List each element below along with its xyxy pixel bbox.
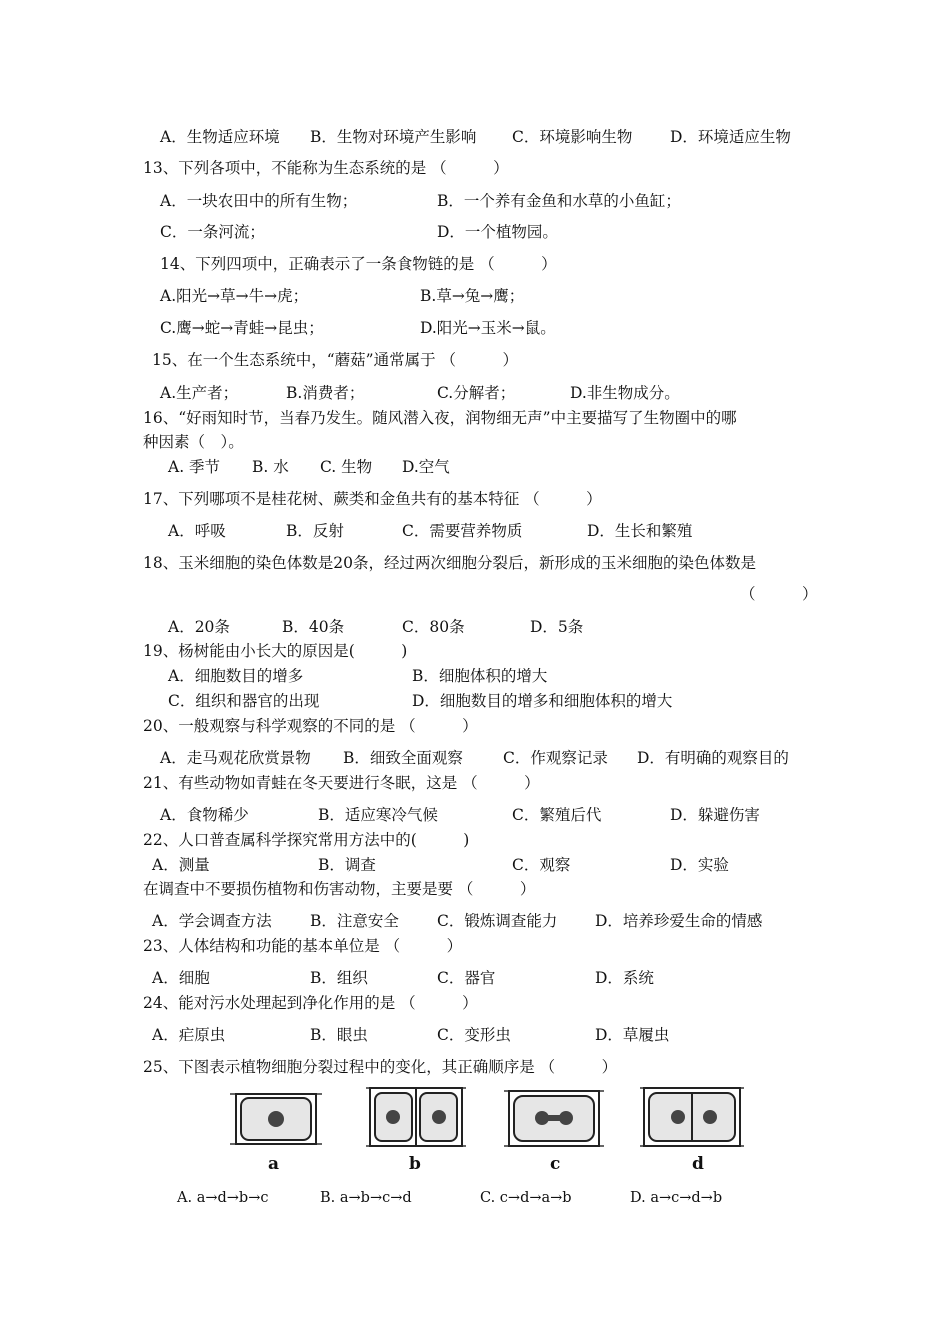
q22b-option-d: D．培养珍爱生命的情感 <box>595 912 763 930</box>
q18-option-a: A．20条 <box>168 618 230 636</box>
q17-option-c: C．需要营养物质 <box>402 522 523 540</box>
q19-option-b: B．细胞体积的增大 <box>412 667 548 685</box>
q13-option-c: C．一条河流； <box>160 223 265 241</box>
cell-caption-b: b <box>409 1154 421 1174</box>
cell-caption-d: d <box>692 1154 704 1174</box>
q18-answer-paren: （ ） <box>740 585 818 603</box>
q20-option-a: A．走马观花欣赏景物 <box>160 749 311 767</box>
q16-option-a: A. 季节 <box>168 458 221 476</box>
q16-option-d: D.空气 <box>402 458 450 476</box>
q15-option-d: D.非生物成分。 <box>570 384 680 402</box>
q21-option-c: C．繁殖后代 <box>512 806 602 824</box>
cell-diagram-c <box>504 1084 604 1154</box>
cell-diagram-d <box>640 1082 744 1154</box>
cell-diagram-a <box>230 1086 322 1152</box>
q21-option-d: D．躲避伤害 <box>670 806 760 824</box>
q23-option-b: B．组织 <box>310 969 368 987</box>
q20-option-d: D．有明确的观察目的 <box>637 749 789 767</box>
q25-option-b: B. a→b→c→d <box>320 1190 412 1206</box>
q12-option-a: A．生物适应环境 <box>160 128 280 146</box>
q23-option-d: D．系统 <box>595 969 654 987</box>
q17-option-d: D．生长和繁殖 <box>587 522 693 540</box>
q15-stem: 15、在一个生态系统中，“蘑菇”通常属于 （ ） <box>152 351 518 369</box>
q18-stem: 18、玉米细胞的染色体数是20条，经过两次细胞分裂后，新形成的玉米细胞的染色体数是 <box>143 554 756 572</box>
q24-option-b: B．眼虫 <box>310 1026 368 1044</box>
q17-stem: 17、下列哪项不是桂花树、蕨类和金鱼共有的基本特征 （ ） <box>143 490 602 508</box>
q24-stem: 24、能对污水处理起到净化作用的是 （ ） <box>143 994 478 1012</box>
q20-option-c: C．作观察记录 <box>503 749 608 767</box>
q14-stem: 14、下列四项中，正确表示了一条食物链的是 （ ） <box>160 255 557 273</box>
q19-stem: 19、杨树能由小长大的原因是( ) <box>143 642 408 660</box>
q14-option-a: A.阳光→草→牛→虎； <box>160 287 309 305</box>
cell-caption-a: a <box>268 1154 280 1174</box>
q22b-stem: 在调查中不要损伤植物和伤害动物，主要是要 （ ） <box>143 880 536 898</box>
q22-option-d: D．实验 <box>670 856 729 874</box>
q24-option-a: A．疟原虫 <box>152 1026 226 1044</box>
q22b-option-c: C．锻炼调查能力 <box>437 912 558 930</box>
q25-option-c: C. c→d→a→b <box>480 1190 572 1206</box>
q16-option-c: C. 生物 <box>320 458 373 476</box>
q25-option-d: D. a→c→d→b <box>630 1190 723 1206</box>
q12-option-d: D．环境适应生物 <box>670 128 791 146</box>
q23-option-a: A．细胞 <box>152 969 210 987</box>
q17-option-b: B．反射 <box>286 522 344 540</box>
q18-option-b: B．40条 <box>282 618 345 636</box>
q12-option-b: B．生物对环境产生影响 <box>310 128 477 146</box>
q22-option-b: B．调查 <box>318 856 376 874</box>
q22-stem: 22、人口普查属科学探究常用方法中的( ) <box>143 831 470 849</box>
q19-option-a: A．细胞数目的增多 <box>168 667 304 685</box>
q21-stem: 21、有些动物如青蛙在冬天要进行冬眠，这是 （ ） <box>143 774 540 792</box>
q15-option-a: A.生产者； <box>160 384 239 402</box>
q19-option-d: D．细胞数目的增多和细胞体积的增大 <box>412 692 673 710</box>
q23-option-c: C．器官 <box>437 969 496 987</box>
cell-caption-c: c <box>550 1154 561 1174</box>
q18-option-d: D．5条 <box>530 618 584 636</box>
q21-option-a: A．食物稀少 <box>160 806 249 824</box>
q20-option-b: B．细致全面观察 <box>343 749 463 767</box>
q24-option-d: D．草履虫 <box>595 1026 670 1044</box>
q16-option-b: B. 水 <box>252 458 289 476</box>
q19-option-c: C．组织和器官的出现 <box>168 692 320 710</box>
q14-option-d: D.阳光→玉米→鼠。 <box>420 319 556 337</box>
q25-option-a: A. a→d→b→c <box>177 1190 269 1206</box>
q24-option-c: C．变形虫 <box>437 1026 511 1044</box>
q15-option-b: B.消费者； <box>286 384 365 402</box>
q22b-option-a: A．学会调查方法 <box>152 912 272 930</box>
q17-option-a: A．呼吸 <box>168 522 226 540</box>
q25-stem: 25、下图表示植物细胞分裂过程中的变化，其正确顺序是 （ ） <box>143 1058 618 1076</box>
q13-option-d: D．一个植物园。 <box>437 223 558 241</box>
q14-option-b: B.草→兔→鹰； <box>420 287 525 305</box>
q22b-option-b: B．注意安全 <box>310 912 399 930</box>
q12-option-c: C．环境影响生物 <box>512 128 633 146</box>
q20-stem: 20、一般观察与科学观察的不同的是 （ ） <box>143 717 478 735</box>
cell-diagram-b <box>366 1082 466 1154</box>
q22-option-a: A．测量 <box>152 856 210 874</box>
q23-stem: 23、人体结构和功能的基本单位是 （ ） <box>143 937 463 955</box>
q13-stem: 13、下列各项中，不能称为生态系统的是 （ ） <box>143 159 509 177</box>
q16-stem-line1: 16、“好雨知时节，当春乃发生。随风潜入夜，润物细无声”中主要描写了生物圈中的哪 <box>143 409 737 427</box>
q21-option-b: B．适应寒冷气候 <box>318 806 438 824</box>
q13-option-a: A．一块农田中的所有生物； <box>160 192 358 210</box>
q15-option-c: C.分解者； <box>437 384 516 402</box>
q18-option-c: C．80条 <box>402 618 465 636</box>
q16-stem-line2: 种因素（ ）。 <box>143 433 244 451</box>
q13-option-b: B．一个养有金鱼和水草的小鱼缸； <box>437 192 681 210</box>
q14-option-c: C.鹰→蛇→青蛙→昆虫； <box>160 319 324 337</box>
q22-option-c: C．观察 <box>512 856 571 874</box>
